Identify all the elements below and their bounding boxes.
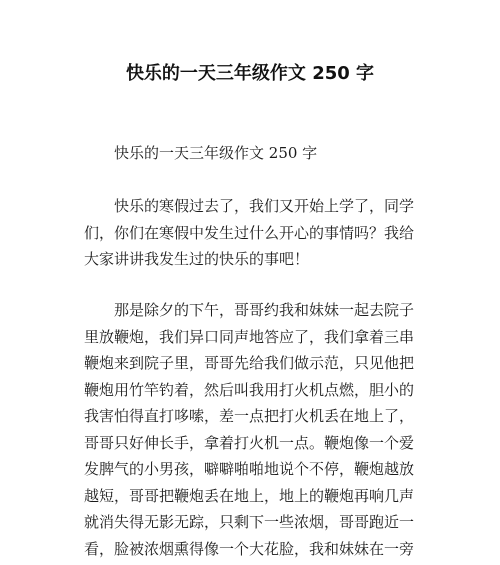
paragraph-line: 们，你们在寒假中发生过什么开心的事情吗？我给 <box>84 223 415 242</box>
page-title: 快乐的一天三年级作文 250 字 <box>125 63 375 84</box>
paragraph-line: 哥哥只好伸长手，拿着打火机一点。鞭炮像一个爱 <box>84 433 415 452</box>
paragraph-line: 鞭炮用竹竿钓着，然后叫我用打火机点燃，胆小的 <box>84 380 415 399</box>
paragraph-line: 越短，哥哥把鞭炮丢在地上，地上的鞭炮再响几声 <box>84 486 415 505</box>
paragraph-2 <box>84 297 420 562</box>
paragraph-line: 看，脸被浓烟熏得像一个大花脸，我和妹妹在一旁 <box>84 539 415 558</box>
paragraph-line: 发脾气的小男孩，噼噼啪啪地说个不停，鞭炮越放 <box>84 460 415 478</box>
paragraph-line: 就消失得无影无踪，只剩下一些浓烟，哥哥跑近一 <box>84 513 415 531</box>
paragraph-line: 大家讲讲我发生过的快乐的事吧！ <box>84 250 310 268</box>
paragraph-line: 我害怕得直打哆嗦，差一点把打火机丢在地上了， <box>84 407 415 425</box>
paragraph-line: 里放鞭炮，我们异口同声地答应了，我们拿着三串 <box>84 327 415 346</box>
paragraph-1 <box>84 193 420 273</box>
paragraph-line: 快乐的寒假过去了，我们又开始上学了，同学 <box>114 197 415 215</box>
paragraph-line: 那是除夕的下午，哥哥约我和妹妹一起去院子 <box>114 301 415 319</box>
article-subtitle: 快乐的一天三年级作文 250 字 <box>114 144 318 162</box>
paragraph-line: 鞭炮来到院子里，哥哥先给我们做示范，只见他把 <box>84 354 415 372</box>
